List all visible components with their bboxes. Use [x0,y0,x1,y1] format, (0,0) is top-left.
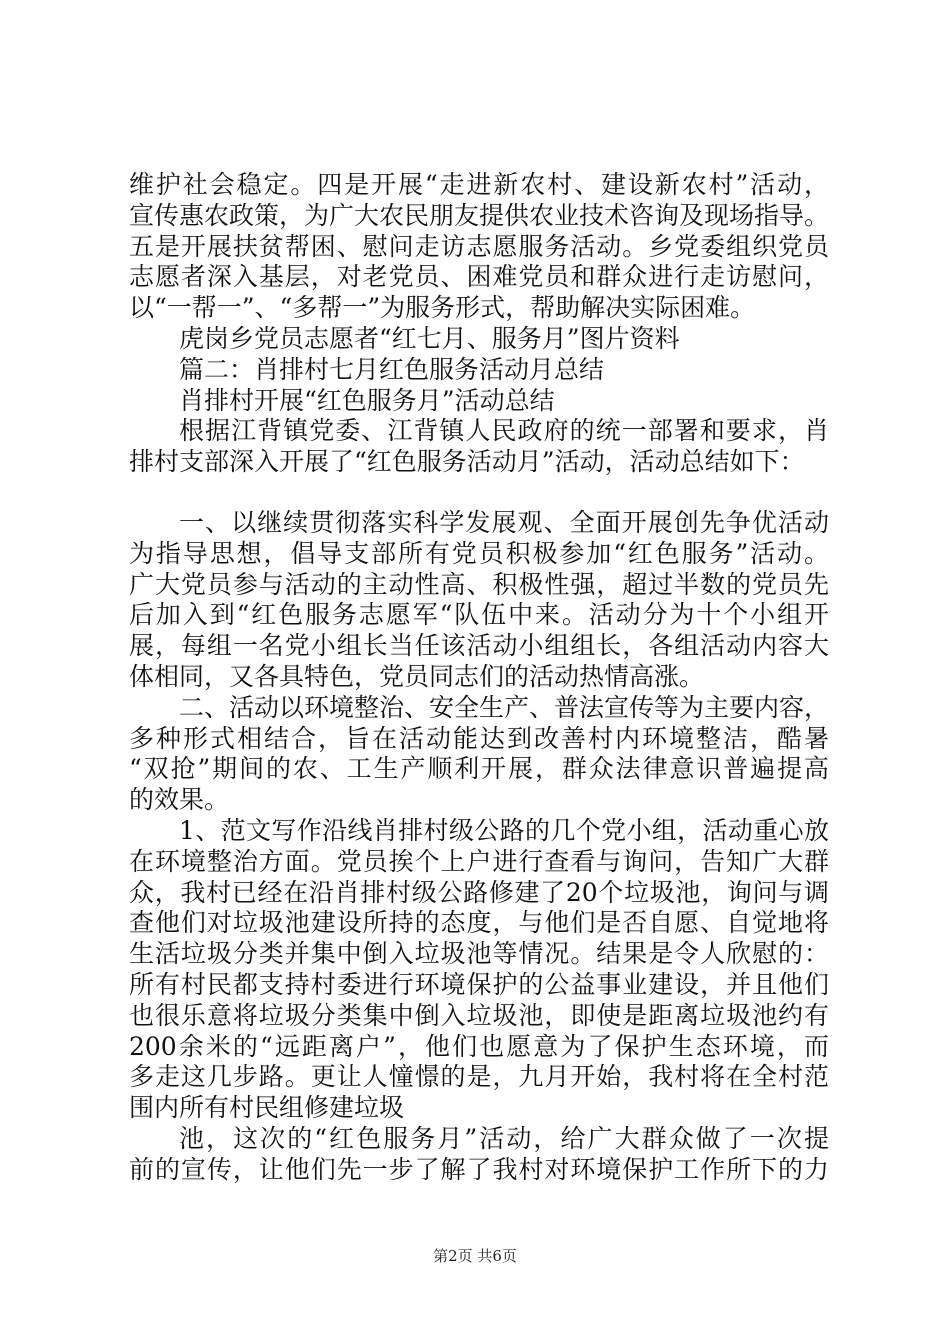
text-line: 前的宣传，让他们先一步了解了我村对环境保护工作所下的力 [129,1154,829,1184]
text-line: 志愿者深入基层，对老党员、困难党员和群众进行走访慰问， [129,262,829,292]
text-line: 所有村民都支持村委进行环境保护的公益事业建设，并且他们 [129,969,829,999]
text-line: 1、范文写作沿线肖排村级公路的几个党小组，活动重心放 [179,815,829,845]
text-line: 五是开展扶贫帮困、慰问走访志愿服务活动。乡党委组织党员 [129,231,829,261]
text-line: 多走这几步路。更让人憧憬的是，九月开始，我村将在全村范 [129,1062,829,1092]
text-line: 维护社会稳定。四是开展“走进新农村、建设新农村”活动， [129,170,829,199]
text-line: 排村支部深入开展了“红色服务活动月”活动，活动总结如下： [129,447,805,477]
article-title: 肖排村开展“红色服务月”活动总结 [179,385,555,415]
text-line: 生活垃圾分类并集中倒入垃圾池等情况。结果是令人欣慰的： [129,939,829,969]
text-line: 以“一帮一”、“多帮一”为服务形式，帮助解决实际困难。 [129,293,756,323]
text-line: 查他们对垃圾池建设所持的态度，与他们是否自愿、自觉地将 [129,908,829,938]
text-line: 广大党员参与活动的主动性高、积极性强，超过半数的党员先 [129,569,829,599]
text-line: 体相同，又各具特色，党员同志们的活动热情高涨。 [129,661,705,691]
text-line: 的效果。 [129,785,230,815]
text-line: 众，我村已经在沿肖排村级公路修建了20个垃圾池，询问与调 [129,877,829,907]
text-line: “双抢”期间的农、工生产顺利开展，群众法律意识普遍提高 [129,754,829,784]
text-line: 展，每组一名党小组长当任该活动小组组长，各组活动内容大 [129,631,829,661]
text-line: 二、活动以环境整治、安全生产、普法宣传等为主要内容， [179,692,829,722]
text-line: 宣传惠农政策，为广大农民朋友提供农业技术咨询及现场指导。 [129,200,829,230]
text-line: 为指导思想，倡导支部所有党员积极参加“红色服务”活动。 [129,538,829,568]
text-line: 在环境整治方面。党员挨个上户进行查看与询问，告知广大群 [129,846,829,876]
text-line: 200余米的“远距离户”，他们也愿意为了保护生态环境，而 [129,1031,829,1061]
section-heading: 篇二：肖排村七月红色服务活动月总结 [179,354,605,384]
text-line: 池，这次的“红色服务月”活动，给广大群众做了一次提 [179,1123,829,1153]
paragraph-gap [129,478,829,508]
page-number-footer: 第2页 共6页 [433,1247,517,1265]
text-line: 根据江背镇党委、江背镇人民政府的统一部署和要求，肖 [179,416,829,446]
text-line: 围内所有村民组修建垃圾 [129,1093,405,1123]
text-line: 多种形式相结合，旨在活动能达到改善村内环境整洁，酷暑 [129,723,829,753]
text-line: 后加入到“红色服务志愿军“队伍中来。活动分为十个小组开 [129,600,829,630]
text-line: 一、以继续贯彻落实科学发展观、全面开展创先争优活动 [179,507,829,537]
caption-line: 虎岗乡党员志愿者“红七月、服务月”图片资料 [179,323,680,353]
text-line: 也很乐意将垃圾分类集中倒入垃圾池，即使是距离垃圾池约有 [129,1000,829,1030]
document-body [129,170,829,1186]
